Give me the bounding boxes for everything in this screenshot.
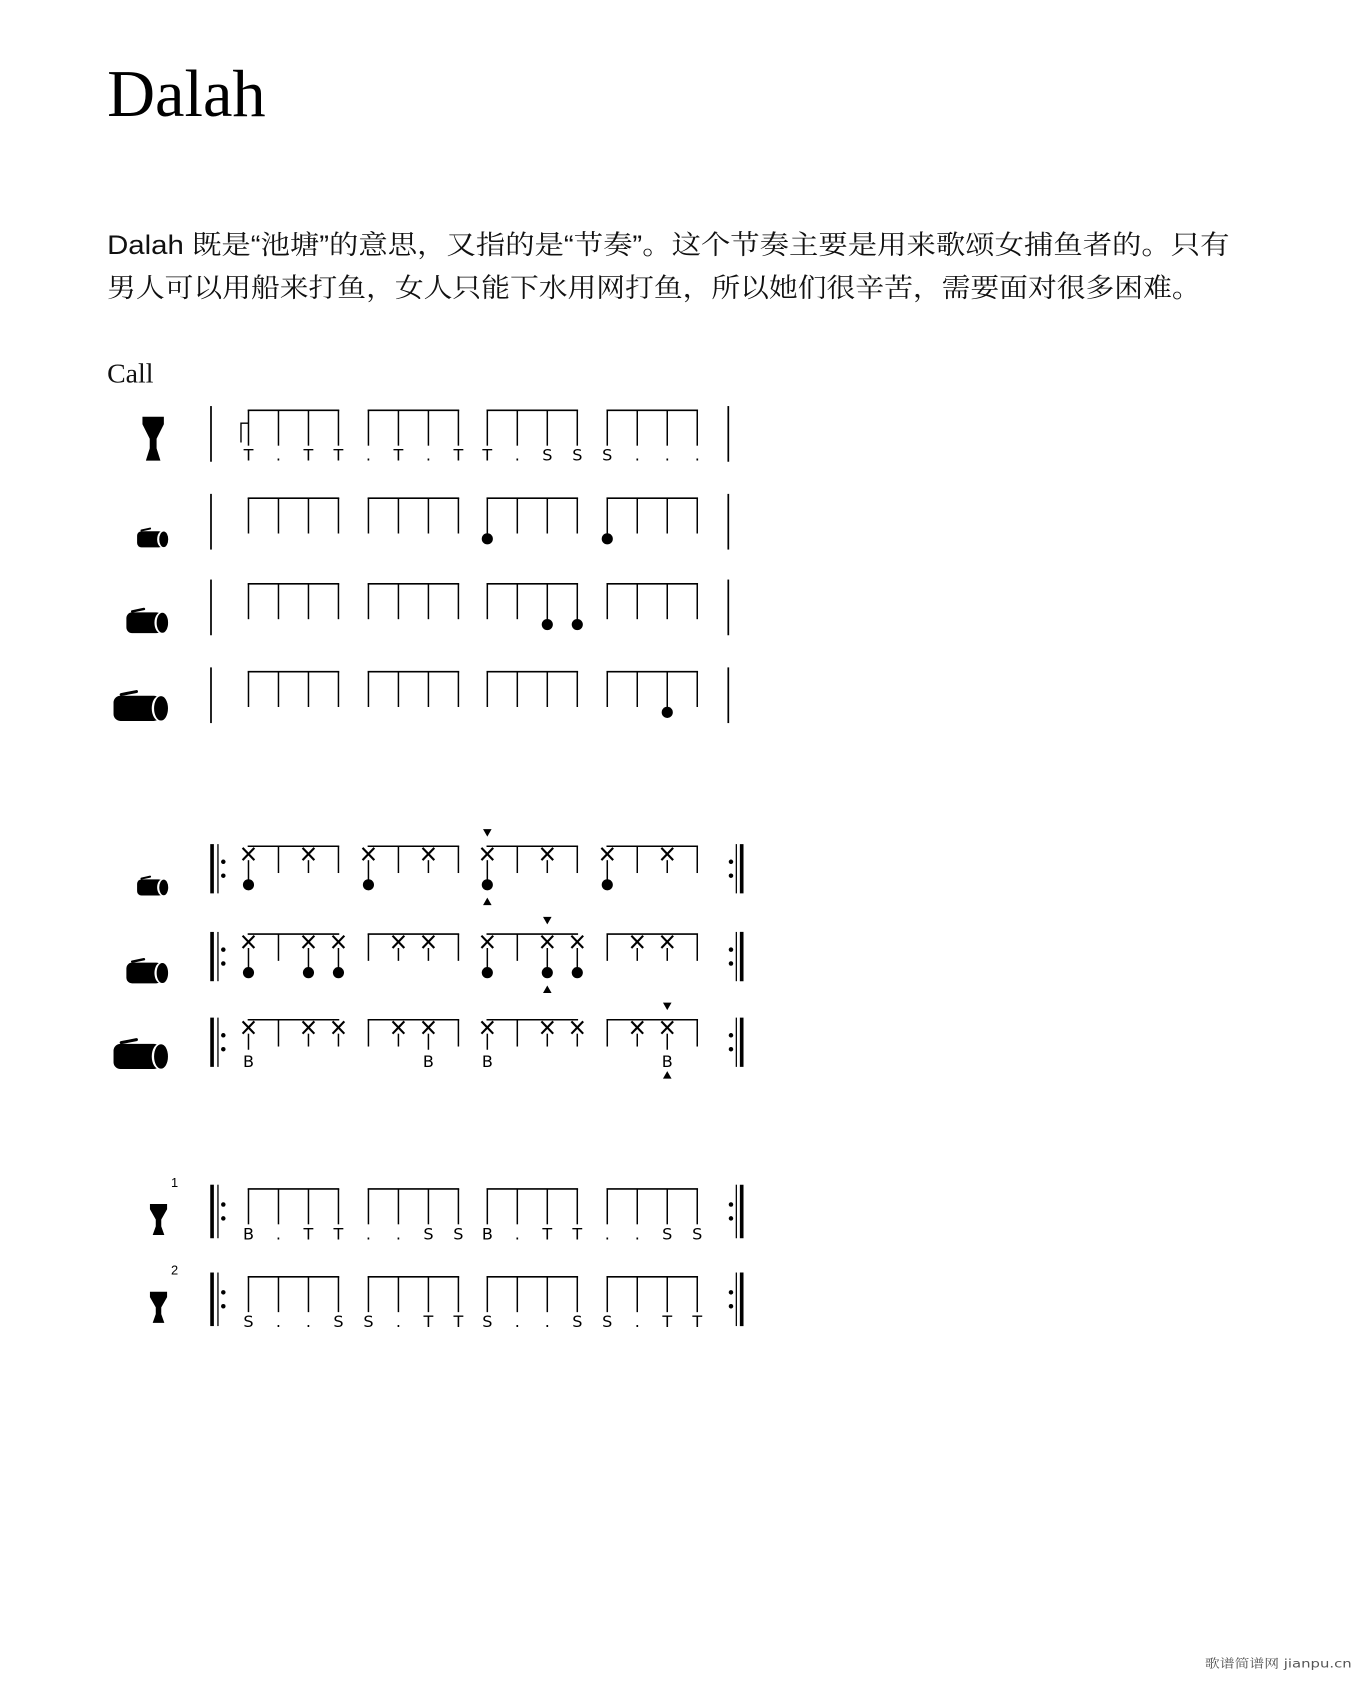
djembe-stroke-letter: T <box>423 1312 434 1332</box>
repeat-dot <box>729 1047 733 1051</box>
djembe-stroke-letter: S <box>662 1224 673 1244</box>
repeat-dot <box>221 947 225 951</box>
djembe-stroke-letter: . <box>634 445 640 465</box>
djembe-stroke-letter: S <box>572 1312 583 1332</box>
repeat-dot <box>729 1033 733 1037</box>
drum-head <box>154 696 168 720</box>
djembe-stroke-letter: S <box>602 445 613 465</box>
repeat-dot <box>729 947 733 951</box>
djembe-stroke-letter: . <box>425 445 431 465</box>
description-line: 男人可以用船来打鱼，女人只能下水用网打鱼，所以她们很辛苦，需要面对很多困难。 <box>107 272 1201 303</box>
drum-hit-dot <box>572 967 583 978</box>
djembe-stroke-letter: . <box>395 1312 401 1332</box>
description-line: Dalah 既是“池塘”的意思，又指的是“节奏”。这个节奏主要是用来歌颂女捕鱼者的。只有 <box>107 229 1230 260</box>
drum-head <box>159 880 168 896</box>
watermark: 歌谱简谱网 jianpu.cn <box>1204 1656 1352 1671</box>
drum-hit-dot <box>542 967 553 978</box>
djembe-stroke-letter: S <box>363 1312 374 1332</box>
djembe-stroke-letter: . <box>604 1224 610 1244</box>
drum-hit-dot <box>243 967 254 978</box>
djembe-stroke-letter: . <box>544 1312 550 1332</box>
djembe-stroke-letter: T <box>243 445 254 465</box>
repeat-dot <box>221 860 225 864</box>
djembe-stroke-letter: S <box>602 1312 613 1332</box>
bass-stroke-letter: B <box>661 1051 673 1071</box>
djembe-stroke-letter: T <box>482 445 493 465</box>
repeat-dot <box>729 1304 733 1308</box>
drum-hit-dot <box>363 879 374 890</box>
djembe-stroke-letter: . <box>634 1224 640 1244</box>
djembe-stroke-letter: . <box>275 1224 282 1244</box>
djembe-stroke-letter: T <box>333 445 344 465</box>
part-number: 2 <box>171 1262 179 1278</box>
drum-hit-dot <box>482 533 493 544</box>
djembe-stroke-letter: S <box>243 1312 254 1332</box>
djembe-stroke-letter: S <box>333 1312 344 1332</box>
page-title: Dalah <box>107 57 266 131</box>
djembe-stroke-letter: . <box>275 1312 282 1332</box>
repeat-dot <box>729 1202 733 1206</box>
djembe-stroke-letter: . <box>365 1224 371 1244</box>
djembe-stroke-letter: T <box>453 1312 464 1332</box>
djembe-stroke-letter: S <box>453 1224 464 1244</box>
djembe-stroke-letter: B <box>481 1224 493 1244</box>
djembe-stroke-letter: T <box>662 1312 673 1332</box>
drum-hit-dot <box>542 619 553 630</box>
drum-hit-dot <box>333 967 344 978</box>
repeat-dot <box>221 1033 225 1037</box>
repeat-dot <box>221 873 225 877</box>
bass-stroke-letter: B <box>422 1051 434 1071</box>
doundoun-icon <box>114 1040 168 1069</box>
djembe-stroke-letter: S <box>542 445 553 465</box>
djembe-stroke-letter: . <box>514 445 520 465</box>
djembe-stroke-letter: S <box>692 1224 703 1244</box>
repeat-dot <box>729 1216 733 1220</box>
drum-hit-dot <box>572 619 583 630</box>
section-label-call: Call <box>107 358 154 390</box>
repeat-dot <box>221 961 225 965</box>
repeat-dot <box>729 860 733 864</box>
drum-hit-dot <box>482 967 493 978</box>
repeat-dot <box>729 961 733 965</box>
repeat-dot <box>221 1290 225 1294</box>
doundoun-icon <box>114 692 168 721</box>
drum-hit-dot <box>602 879 613 890</box>
djembe-stroke-letter: . <box>664 445 670 465</box>
drum-hit-dot <box>243 879 254 890</box>
repeat-dot <box>729 873 733 877</box>
djembe-stroke-letter: T <box>572 1224 583 1244</box>
repeat-dot <box>221 1202 225 1206</box>
drum-hit-dot <box>482 879 493 890</box>
drum-head <box>159 531 168 547</box>
djembe-stroke-letter: . <box>634 1312 640 1332</box>
djembe-stroke-letter: T <box>692 1312 703 1332</box>
djembe-stroke-letter: . <box>305 1312 312 1332</box>
djembe-stroke-letter: T <box>542 1224 553 1244</box>
drum-head <box>154 1044 168 1068</box>
drum-head <box>157 613 168 633</box>
bass-stroke-letter: B <box>481 1051 493 1071</box>
drum-head <box>157 963 168 983</box>
part-number: 1 <box>171 1174 179 1190</box>
djembe-stroke-letter: . <box>365 445 371 465</box>
djembe-stroke-letter: T <box>393 445 404 465</box>
djembe-stroke-letter: S <box>572 445 583 465</box>
djembe-stroke-letter: S <box>482 1312 493 1332</box>
djembe-stroke-letter: . <box>514 1312 520 1332</box>
djembe-stroke-letter: S <box>423 1224 434 1244</box>
djembe-stroke-letter: . <box>395 1224 401 1244</box>
bass-stroke-letter: B <box>242 1051 254 1071</box>
drum-hit-dot <box>662 707 673 718</box>
repeat-dot <box>221 1047 225 1051</box>
djembe-stroke-letter: T <box>333 1224 344 1244</box>
drum-hit-dot <box>303 967 314 978</box>
djembe-stroke-letter: T <box>303 445 314 465</box>
repeat-dot <box>729 1290 733 1294</box>
djembe-stroke-letter: . <box>514 1224 520 1244</box>
drum-hit-dot <box>602 533 613 544</box>
djembe-stroke-letter: . <box>275 445 282 465</box>
djembe-stroke-letter: T <box>453 445 464 465</box>
repeat-dot <box>221 1216 225 1220</box>
repeat-dot <box>221 1304 225 1308</box>
djembe-stroke-letter: . <box>694 445 700 465</box>
djembe-stroke-letter: T <box>303 1224 314 1244</box>
djembe-stroke-letter: B <box>242 1224 254 1244</box>
